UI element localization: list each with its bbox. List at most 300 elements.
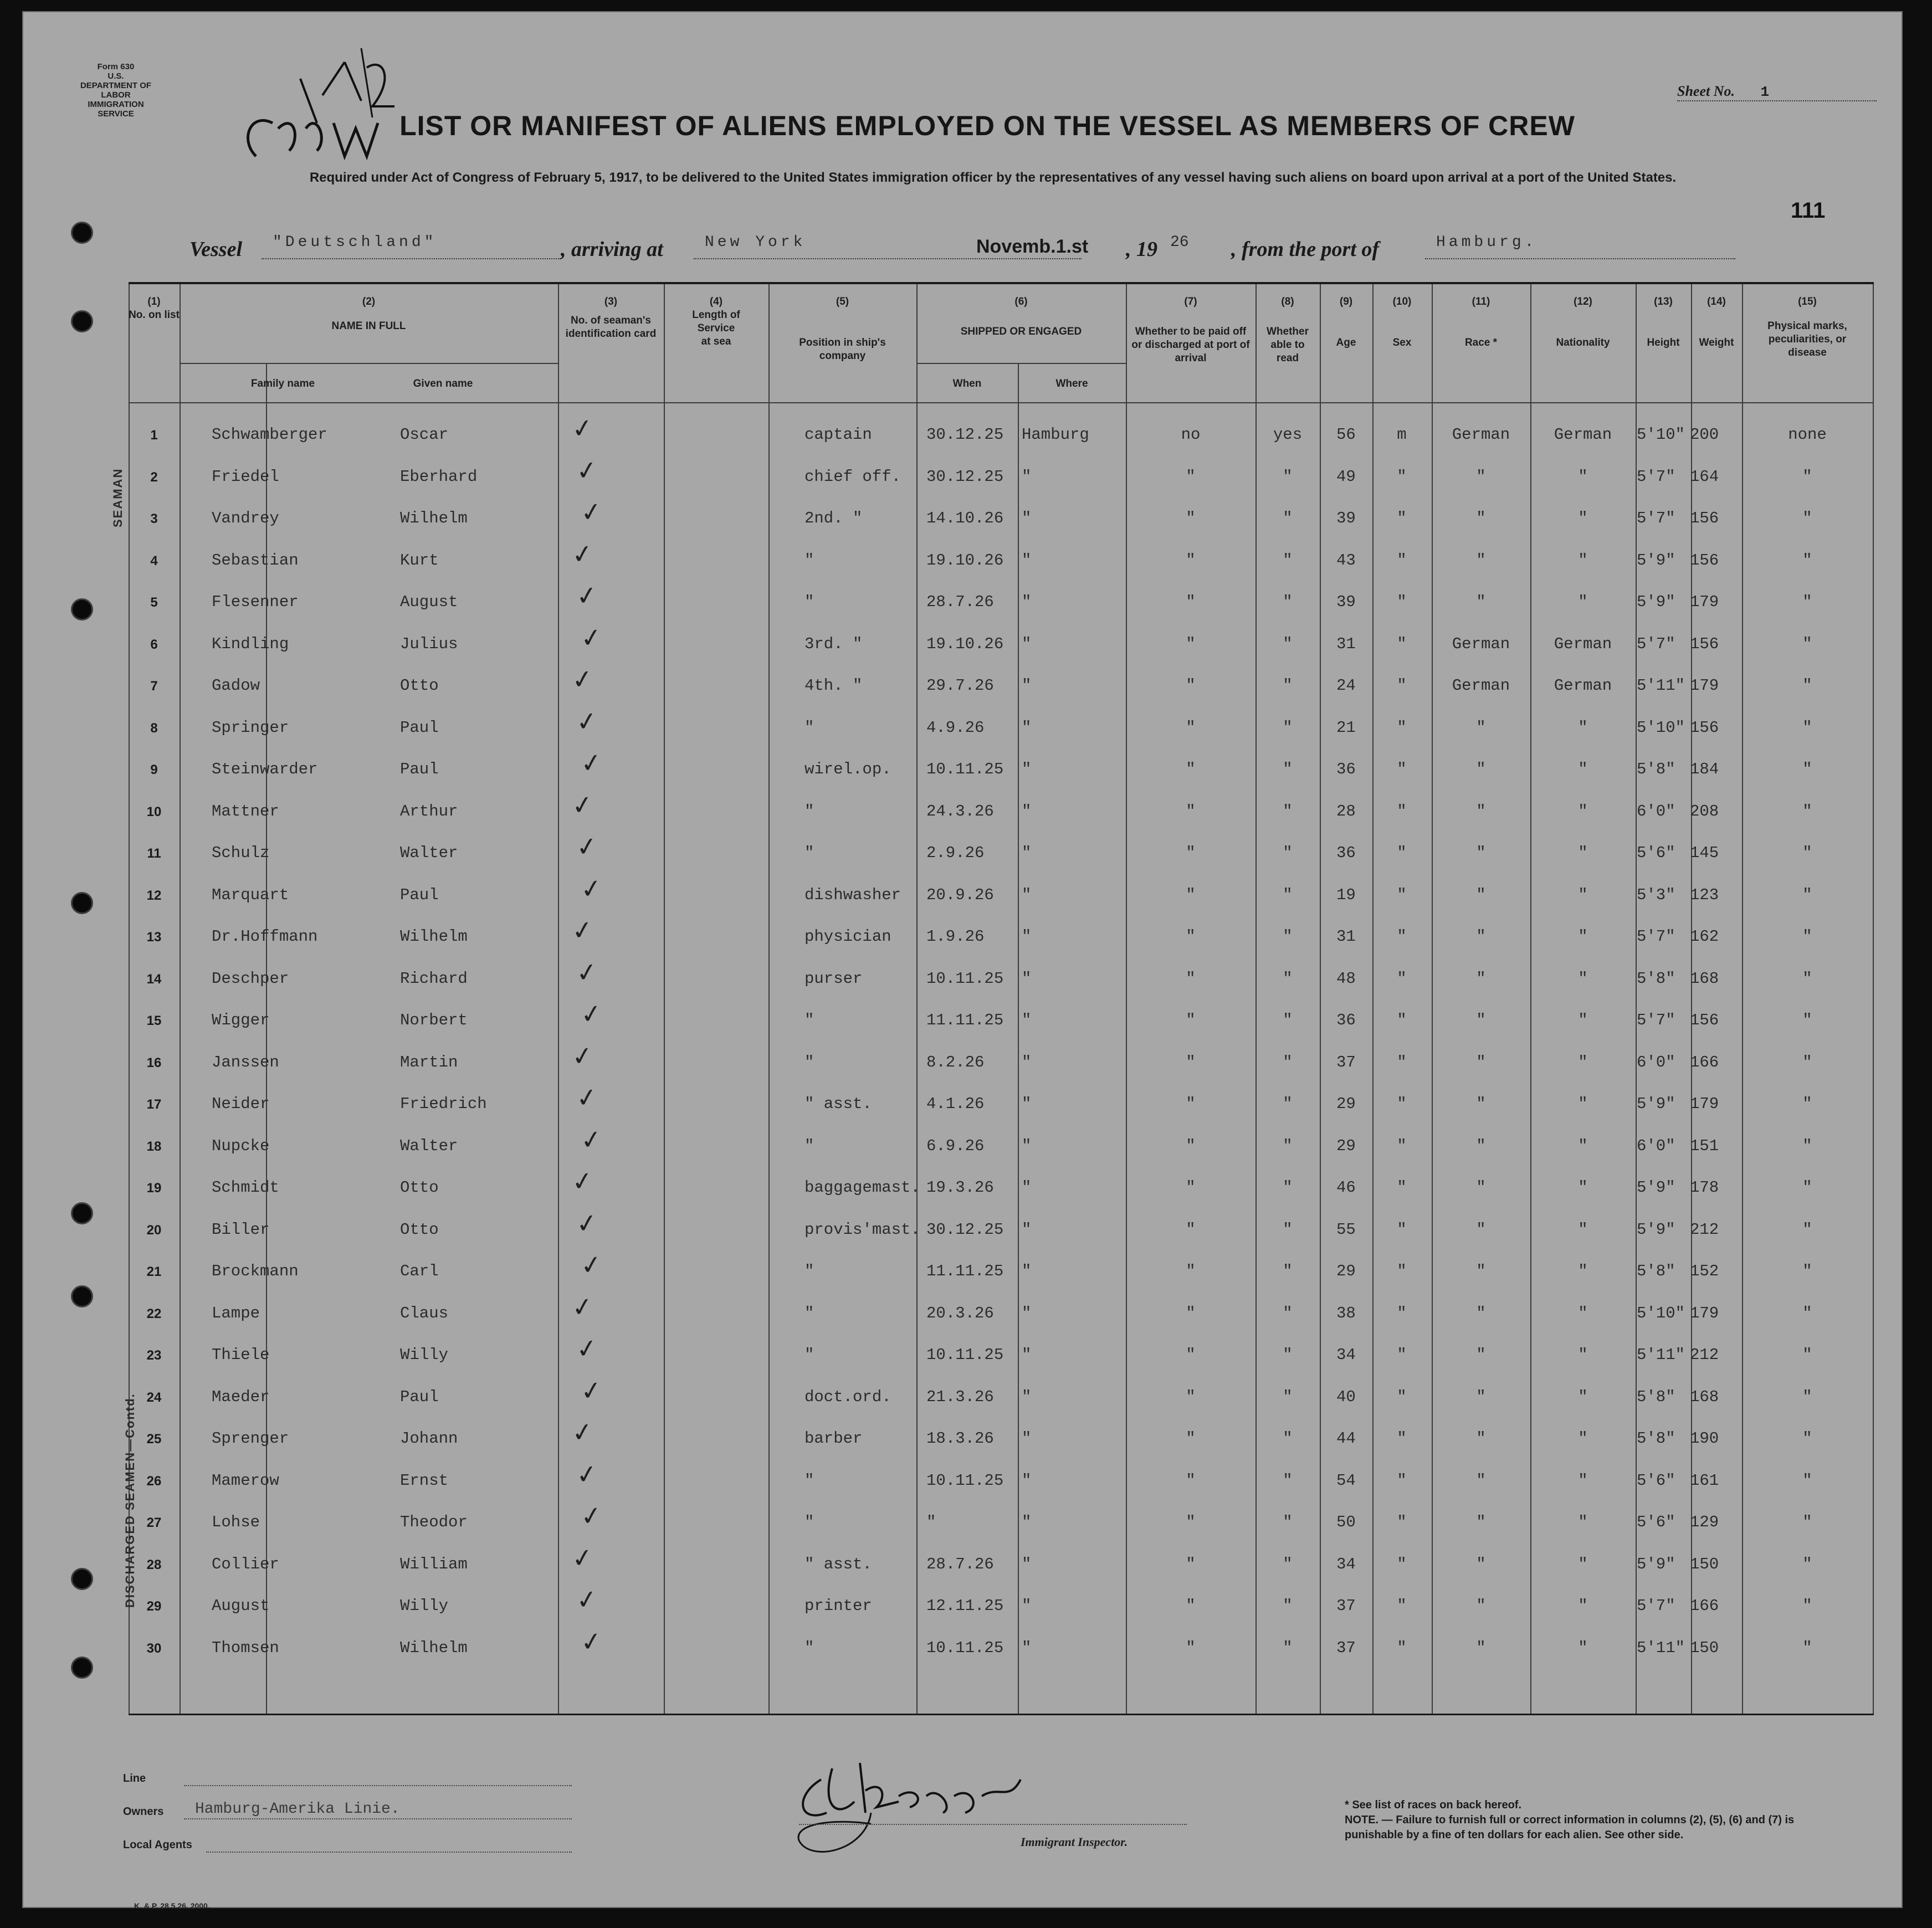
cell-age: 29 bbox=[1336, 1262, 1356, 1280]
cell-marks: " bbox=[1802, 1262, 1812, 1280]
cell-family: Sebastian bbox=[212, 551, 299, 570]
cell-paid: " bbox=[1186, 1262, 1196, 1280]
cell-marks: " bbox=[1802, 467, 1812, 486]
cell-age: 54 bbox=[1336, 1471, 1356, 1490]
cell-when: 20.9.26 bbox=[926, 885, 994, 904]
cell-given: Walter bbox=[400, 844, 458, 862]
col4-number: (4) bbox=[709, 296, 723, 307]
cell-no: 27 bbox=[146, 1515, 162, 1530]
cell-read: " bbox=[1283, 1304, 1293, 1322]
cell-sex: " bbox=[1397, 551, 1407, 570]
cell-weight: 190 bbox=[1690, 1429, 1719, 1448]
cell-sex: " bbox=[1397, 802, 1407, 821]
cell-race: " bbox=[1476, 1178, 1486, 1197]
cell-read: " bbox=[1283, 1178, 1293, 1197]
cell-family: Gadow bbox=[212, 676, 260, 695]
cell-family: Vandrey bbox=[212, 509, 279, 527]
cell-paid: " bbox=[1186, 1471, 1196, 1490]
cell-age: 56 bbox=[1336, 425, 1356, 444]
checkmark-icon: ✓ bbox=[574, 579, 600, 612]
cell-position: 3rd. " bbox=[804, 634, 863, 653]
cell-no: 1 bbox=[150, 428, 158, 443]
cell-age: 49 bbox=[1336, 467, 1356, 486]
col1-number: (1) bbox=[147, 296, 161, 307]
cell-sex: m bbox=[1397, 425, 1407, 444]
cell-race: German bbox=[1452, 634, 1510, 653]
cell-weight: 150 bbox=[1690, 1555, 1719, 1573]
cell-age: 29 bbox=[1336, 1095, 1356, 1113]
binding-hole bbox=[71, 310, 93, 332]
cell-marks: " bbox=[1802, 718, 1812, 737]
cell-read: " bbox=[1283, 969, 1293, 988]
cell-marks: " bbox=[1802, 885, 1812, 904]
binding-hole bbox=[71, 1657, 93, 1679]
col10-number: (10) bbox=[1392, 296, 1412, 307]
cell-height: 5'6" bbox=[1637, 1471, 1675, 1490]
cell-family: Dr.Hoffmann bbox=[212, 927, 318, 946]
cell-where: " bbox=[1022, 885, 1032, 904]
cell-race: " bbox=[1476, 802, 1486, 821]
cell-read: " bbox=[1283, 1220, 1293, 1239]
cell-no: 5 bbox=[150, 595, 158, 610]
cell-age: 34 bbox=[1336, 1555, 1356, 1573]
cell-family: August bbox=[212, 1597, 270, 1615]
cell-age: 34 bbox=[1336, 1346, 1356, 1364]
cell-no: 24 bbox=[146, 1389, 162, 1405]
cell-weight: 166 bbox=[1690, 1053, 1719, 1071]
cell-marks: " bbox=[1802, 676, 1812, 695]
cell-read: " bbox=[1283, 802, 1293, 821]
cell-given: Paul bbox=[400, 718, 439, 737]
checkmark-icon: ✓ bbox=[578, 872, 604, 905]
cell-height: 5'8" bbox=[1637, 760, 1675, 778]
cell-sex: " bbox=[1397, 969, 1407, 988]
checkmark-icon: ✓ bbox=[570, 788, 596, 821]
cell-paid: " bbox=[1186, 1220, 1196, 1239]
cell-family: Wigger bbox=[212, 1011, 270, 1029]
cell-position: baggagemast. bbox=[804, 1178, 920, 1197]
col7-label: Whether to be paid off or discharged at port of arrival bbox=[1131, 326, 1250, 364]
cell-marks: " bbox=[1802, 1638, 1812, 1657]
checkmark-icon: ✓ bbox=[574, 956, 600, 988]
year-value: 26 bbox=[1170, 234, 1189, 251]
cell-weight: 156 bbox=[1690, 718, 1719, 737]
cell-nationality: " bbox=[1578, 1095, 1588, 1113]
cell-paid: " bbox=[1186, 1387, 1196, 1406]
cell-sex: " bbox=[1397, 1387, 1407, 1406]
cell-family: Flesenner bbox=[212, 593, 299, 611]
cell-family: Kindling bbox=[212, 634, 289, 653]
cell-weight: 212 bbox=[1690, 1346, 1719, 1364]
cell-when: 19.10.26 bbox=[926, 551, 1004, 570]
checkmark-icon: ✓ bbox=[574, 1458, 600, 1490]
cell-marks: " bbox=[1802, 760, 1812, 778]
cell-position: " bbox=[804, 1346, 814, 1364]
cell-given: Otto bbox=[400, 676, 439, 695]
cell-paid: " bbox=[1186, 593, 1196, 611]
col14-number: (14) bbox=[1707, 296, 1726, 307]
cell-weight: 162 bbox=[1690, 927, 1719, 946]
cell-read: " bbox=[1283, 1136, 1293, 1155]
cell-where: " bbox=[1022, 1136, 1032, 1155]
cell-weight: 168 bbox=[1690, 1387, 1719, 1406]
col14-label: Weight bbox=[1699, 337, 1734, 348]
checkmark-icon: ✓ bbox=[578, 1374, 604, 1407]
cell-no: 6 bbox=[150, 637, 158, 652]
cell-given: Carl bbox=[400, 1262, 439, 1280]
cell-race: " bbox=[1476, 1262, 1486, 1280]
cell-no: 8 bbox=[150, 720, 158, 736]
cell-where: " bbox=[1022, 467, 1032, 486]
cell-paid: " bbox=[1186, 634, 1196, 653]
checkmark-icon: ✓ bbox=[570, 412, 596, 445]
cell-no: 13 bbox=[146, 930, 162, 945]
cell-race: " bbox=[1476, 509, 1486, 527]
cell-read: " bbox=[1283, 1638, 1293, 1657]
cell-age: 31 bbox=[1336, 634, 1356, 653]
cell-marks: " bbox=[1802, 1387, 1812, 1406]
cell-height: 5'9" bbox=[1637, 1220, 1675, 1239]
checkmark-icon: ✓ bbox=[574, 1583, 600, 1616]
cell-given: Johann bbox=[400, 1429, 458, 1448]
cell-where: " bbox=[1022, 844, 1032, 862]
cell-no: 12 bbox=[146, 888, 162, 903]
cell-sex: " bbox=[1397, 760, 1407, 778]
cell-height: 5'8" bbox=[1637, 1387, 1675, 1406]
service-label: IMMIGRATION SERVICE bbox=[88, 100, 144, 119]
cell-given: Wilhelm bbox=[400, 927, 468, 946]
cell-given: August bbox=[400, 593, 458, 611]
cell-given: Walter bbox=[400, 1136, 458, 1155]
cell-nationality: " bbox=[1578, 551, 1588, 570]
cell-race: " bbox=[1476, 1304, 1486, 1322]
cell-paid: " bbox=[1186, 1346, 1196, 1364]
cell-height: 5'11" bbox=[1637, 1638, 1685, 1657]
checkmark-icon: ✓ bbox=[578, 1499, 604, 1532]
cell-paid: " bbox=[1186, 1178, 1196, 1197]
sheet-number bbox=[1677, 83, 1877, 101]
cell-marks: " bbox=[1802, 1136, 1812, 1155]
cell-family: Schulz bbox=[212, 844, 270, 862]
cell-read: " bbox=[1283, 1429, 1293, 1448]
cell-sex: " bbox=[1397, 1011, 1407, 1029]
cell-where: " bbox=[1022, 802, 1032, 821]
cell-when: 28.7.26 bbox=[926, 1555, 994, 1573]
sheet-number-label: Sheet No. bbox=[1677, 83, 1735, 99]
cell-read: " bbox=[1283, 1597, 1293, 1615]
cell-race: " bbox=[1476, 593, 1486, 611]
cell-position: " asst. bbox=[804, 1095, 872, 1113]
col11-number: (11) bbox=[1472, 296, 1490, 307]
owners-label: Owners bbox=[123, 1806, 164, 1818]
cell-age: 40 bbox=[1336, 1387, 1356, 1406]
col15-label: Physical marks, peculiarities, or disease bbox=[1767, 320, 1847, 358]
cell-position: " bbox=[804, 593, 814, 611]
cell-weight: 150 bbox=[1690, 1638, 1719, 1657]
cell-paid: " bbox=[1186, 1136, 1196, 1155]
checkmark-icon: ✓ bbox=[570, 1290, 596, 1323]
cell-where: " bbox=[1022, 1555, 1032, 1573]
cell-marks: " bbox=[1802, 1304, 1812, 1322]
cell-given: Julius bbox=[400, 634, 458, 653]
from-port-value: Hamburg. bbox=[1436, 234, 1538, 251]
cell-position: " bbox=[804, 844, 814, 862]
cell-family: Steinwarder bbox=[212, 760, 318, 778]
cell-age: 55 bbox=[1336, 1220, 1356, 1239]
cell-paid: " bbox=[1186, 467, 1196, 486]
cell-no: 17 bbox=[146, 1097, 162, 1112]
cell-given: Otto bbox=[400, 1178, 439, 1197]
cell-no: 3 bbox=[150, 511, 158, 526]
cell-where: " bbox=[1022, 551, 1032, 570]
cell-no: 21 bbox=[146, 1264, 162, 1279]
cell-read: " bbox=[1283, 760, 1293, 778]
cell-age: 29 bbox=[1336, 1136, 1356, 1155]
cell-paid: " bbox=[1186, 969, 1196, 988]
cell-given: Norbert bbox=[400, 1011, 468, 1029]
cell-where: " bbox=[1022, 1053, 1032, 1071]
cell-race: " bbox=[1476, 1555, 1486, 1573]
cell-age: 50 bbox=[1336, 1513, 1356, 1531]
cell-sex: " bbox=[1397, 509, 1407, 527]
cell-when: 8.2.26 bbox=[926, 1053, 985, 1071]
checkmark-icon: ✓ bbox=[574, 705, 600, 737]
cell-height: 5'6" bbox=[1637, 844, 1675, 862]
col5-number: (5) bbox=[836, 296, 849, 307]
cell-family: Lampe bbox=[212, 1304, 260, 1322]
cell-position: wirel.op. bbox=[804, 760, 891, 778]
binding-hole bbox=[71, 598, 93, 621]
cell-when: 1.9.26 bbox=[926, 927, 985, 946]
cell-no: 19 bbox=[146, 1181, 162, 1196]
cell-nationality: " bbox=[1578, 1471, 1588, 1490]
cell-read: " bbox=[1283, 593, 1293, 611]
cell-nationality: German bbox=[1554, 634, 1612, 653]
binding-hole bbox=[71, 892, 93, 914]
cell-weight: 145 bbox=[1690, 844, 1719, 862]
cell-where: " bbox=[1022, 676, 1032, 695]
cell-race: " bbox=[1476, 760, 1486, 778]
cell-weight: 161 bbox=[1690, 1471, 1719, 1490]
col6-when-header: When bbox=[952, 378, 982, 389]
cell-family: Springer bbox=[212, 718, 289, 737]
cell-no: 2 bbox=[150, 469, 158, 485]
cell-marks: " bbox=[1802, 1220, 1812, 1239]
cell-when: " bbox=[926, 1513, 936, 1531]
cell-family: Collier bbox=[212, 1555, 279, 1573]
cell-where: " bbox=[1022, 760, 1032, 778]
cell-given: Claus bbox=[400, 1304, 449, 1322]
cell-marks: " bbox=[1802, 1053, 1812, 1071]
cell-when: 2.9.26 bbox=[926, 844, 985, 862]
checkmark-icon: ✓ bbox=[578, 1123, 604, 1156]
col8-label: Whether able to read bbox=[1267, 326, 1309, 364]
cell-when: 20.3.26 bbox=[926, 1304, 994, 1322]
cell-when: 4.9.26 bbox=[926, 718, 985, 737]
cell-race: " bbox=[1476, 1011, 1486, 1029]
cell-family: Schmidt bbox=[212, 1178, 279, 1197]
cell-sex: " bbox=[1397, 1346, 1407, 1364]
cell-nationality: " bbox=[1578, 467, 1588, 486]
cell-when: 10.11.25 bbox=[926, 1346, 1004, 1364]
cell-age: 39 bbox=[1336, 509, 1356, 527]
cell-race: " bbox=[1476, 1053, 1486, 1071]
cell-height: 5'8" bbox=[1637, 1262, 1675, 1280]
cell-height: 5'9" bbox=[1637, 593, 1675, 611]
cell-height: 5'7" bbox=[1637, 467, 1675, 486]
col2-given-header: Given name bbox=[413, 378, 473, 389]
cell-nationality: " bbox=[1578, 927, 1588, 946]
cell-read: " bbox=[1283, 1471, 1293, 1490]
cell-paid: " bbox=[1186, 1095, 1196, 1113]
arriving-value: New York bbox=[705, 234, 806, 251]
vessel-label: Vessel bbox=[189, 238, 242, 261]
cell-paid: " bbox=[1186, 1011, 1196, 1029]
cell-position: 2nd. " bbox=[804, 509, 863, 527]
cell-nationality: " bbox=[1578, 760, 1588, 778]
cell-marks: " bbox=[1802, 1011, 1812, 1029]
cell-where: " bbox=[1022, 969, 1032, 988]
cell-nationality: " bbox=[1578, 1011, 1588, 1029]
cell-race: " bbox=[1476, 1095, 1486, 1113]
cell-given: Wilhelm bbox=[400, 509, 468, 527]
cell-family: Mattner bbox=[212, 802, 279, 821]
col1-label: No. on list bbox=[129, 309, 180, 321]
cell-read: " bbox=[1283, 927, 1293, 946]
inspector-label: Immigrant Inspector. bbox=[1021, 1835, 1128, 1849]
cell-age: 38 bbox=[1336, 1304, 1356, 1322]
col4-label: Length of Service at sea bbox=[692, 309, 740, 347]
cell-height: 5'7" bbox=[1637, 1011, 1675, 1029]
cell-height: 5'10" bbox=[1637, 1304, 1685, 1322]
cell-height: 5'9" bbox=[1637, 551, 1675, 570]
printer-mark: K. & P. 28.5.26. 2000. bbox=[134, 1901, 210, 1910]
cell-sex: " bbox=[1397, 1638, 1407, 1657]
col6-label: SHIPPED OR ENGAGED bbox=[960, 326, 1082, 337]
cell-where: " bbox=[1022, 634, 1032, 653]
cell-when: 24.3.26 bbox=[926, 802, 994, 821]
cell-marks: none bbox=[1788, 425, 1827, 444]
checkmark-icon: ✓ bbox=[570, 663, 596, 696]
cell-where: " bbox=[1022, 1011, 1032, 1029]
checkmark-icon: ✓ bbox=[570, 1541, 596, 1574]
cell-height: 5'9" bbox=[1637, 1178, 1675, 1197]
cell-family: Friedel bbox=[212, 467, 279, 486]
cell-read: " bbox=[1283, 885, 1293, 904]
cell-weight: 156 bbox=[1690, 509, 1719, 527]
cell-weight: 212 bbox=[1690, 1220, 1719, 1239]
cell-no: 9 bbox=[150, 762, 158, 777]
cell-marks: " bbox=[1802, 1429, 1812, 1448]
cell-sex: " bbox=[1397, 1304, 1407, 1322]
cell-age: 24 bbox=[1336, 676, 1356, 695]
manifest-sheet bbox=[22, 11, 1903, 1908]
races-note: * See list of races on back hereof. bbox=[1345, 1799, 1522, 1811]
cell-when: 10.11.25 bbox=[926, 1471, 1004, 1490]
cell-position: " bbox=[804, 802, 814, 821]
cell-height: 5'3" bbox=[1637, 885, 1675, 904]
cell-paid: " bbox=[1186, 885, 1196, 904]
checkmark-icon: ✓ bbox=[578, 621, 604, 654]
cell-family: Neider bbox=[212, 1095, 270, 1113]
cell-paid: " bbox=[1186, 1429, 1196, 1448]
cell-nationality: " bbox=[1578, 1597, 1588, 1615]
cell-no: 25 bbox=[146, 1432, 162, 1447]
cell-age: 36 bbox=[1336, 1011, 1356, 1029]
cell-read: " bbox=[1283, 1053, 1293, 1071]
cell-paid: " bbox=[1186, 1638, 1196, 1657]
cell-weight: 179 bbox=[1690, 676, 1719, 695]
cell-age: 19 bbox=[1336, 885, 1356, 904]
cell-when: 30.12.25 bbox=[926, 467, 1004, 486]
cell-paid: " bbox=[1186, 718, 1196, 737]
cell-age: 37 bbox=[1336, 1597, 1356, 1615]
cell-read: " bbox=[1283, 1387, 1293, 1406]
cell-nationality: " bbox=[1578, 1513, 1588, 1531]
cell-where: " bbox=[1022, 1387, 1032, 1406]
cell-race: " bbox=[1476, 1638, 1486, 1657]
cell-marks: " bbox=[1802, 927, 1812, 946]
cell-weight: 166 bbox=[1690, 1597, 1719, 1615]
cell-read: " bbox=[1283, 1513, 1293, 1531]
cell-paid: " bbox=[1186, 509, 1196, 527]
cell-when: 21.3.26 bbox=[926, 1387, 994, 1406]
cell-position: dishwasher bbox=[804, 885, 901, 904]
cell-nationality: " bbox=[1578, 1262, 1588, 1280]
col9-number: (9) bbox=[1339, 296, 1353, 307]
cell-position: " bbox=[804, 1471, 814, 1490]
cell-sex: " bbox=[1397, 1555, 1407, 1573]
cell-nationality: " bbox=[1578, 1136, 1588, 1155]
cell-nationality: German bbox=[1554, 676, 1612, 695]
cell-race: " bbox=[1476, 467, 1486, 486]
cell-marks: " bbox=[1802, 1555, 1812, 1573]
cell-when: 29.7.26 bbox=[926, 676, 994, 695]
cell-position: doct.ord. bbox=[804, 1387, 891, 1406]
cell-where: " bbox=[1022, 1220, 1032, 1239]
checkmark-icon: ✓ bbox=[570, 1416, 596, 1449]
cell-given: Willy bbox=[400, 1346, 449, 1364]
page-number: 111 bbox=[1791, 198, 1826, 223]
cell-family: Thiele bbox=[212, 1346, 270, 1364]
cell-nationality: " bbox=[1578, 718, 1588, 737]
cell-paid: " bbox=[1186, 802, 1196, 821]
cell-height: 5'9" bbox=[1637, 1095, 1675, 1113]
document-subtitle: Required under Act of Congress of February 5, 1917, to be delivered to the United States immigration officer by the representatives of any vessel having such aliens on board upon arrival at a port of the United States. bbox=[309, 170, 1677, 185]
cell-no: 26 bbox=[146, 1473, 162, 1489]
col3-number: (3) bbox=[604, 296, 618, 307]
cell-paid: " bbox=[1186, 676, 1196, 695]
cell-paid: " bbox=[1186, 1555, 1196, 1573]
cell-age: 43 bbox=[1336, 551, 1356, 570]
inspector-signature bbox=[788, 1746, 1098, 1874]
vessel-line bbox=[189, 229, 1796, 268]
cell-race: " bbox=[1476, 1387, 1486, 1406]
cell-position: " bbox=[804, 1011, 814, 1029]
cell-nationality: " bbox=[1578, 1220, 1588, 1239]
cell-marks: " bbox=[1802, 1513, 1812, 1531]
cell-nationality: German bbox=[1554, 425, 1612, 444]
cell-sex: " bbox=[1397, 1429, 1407, 1448]
checkmark-icon: ✓ bbox=[570, 1039, 596, 1072]
cell-marks: " bbox=[1802, 1597, 1812, 1615]
cell-no: 14 bbox=[146, 971, 162, 987]
cell-no: 11 bbox=[147, 846, 161, 861]
cell-marks: " bbox=[1802, 509, 1812, 527]
checkmark-icon: ✓ bbox=[570, 1165, 596, 1198]
cell-nationality: " bbox=[1578, 509, 1588, 527]
cell-position: chief off. bbox=[804, 467, 901, 486]
